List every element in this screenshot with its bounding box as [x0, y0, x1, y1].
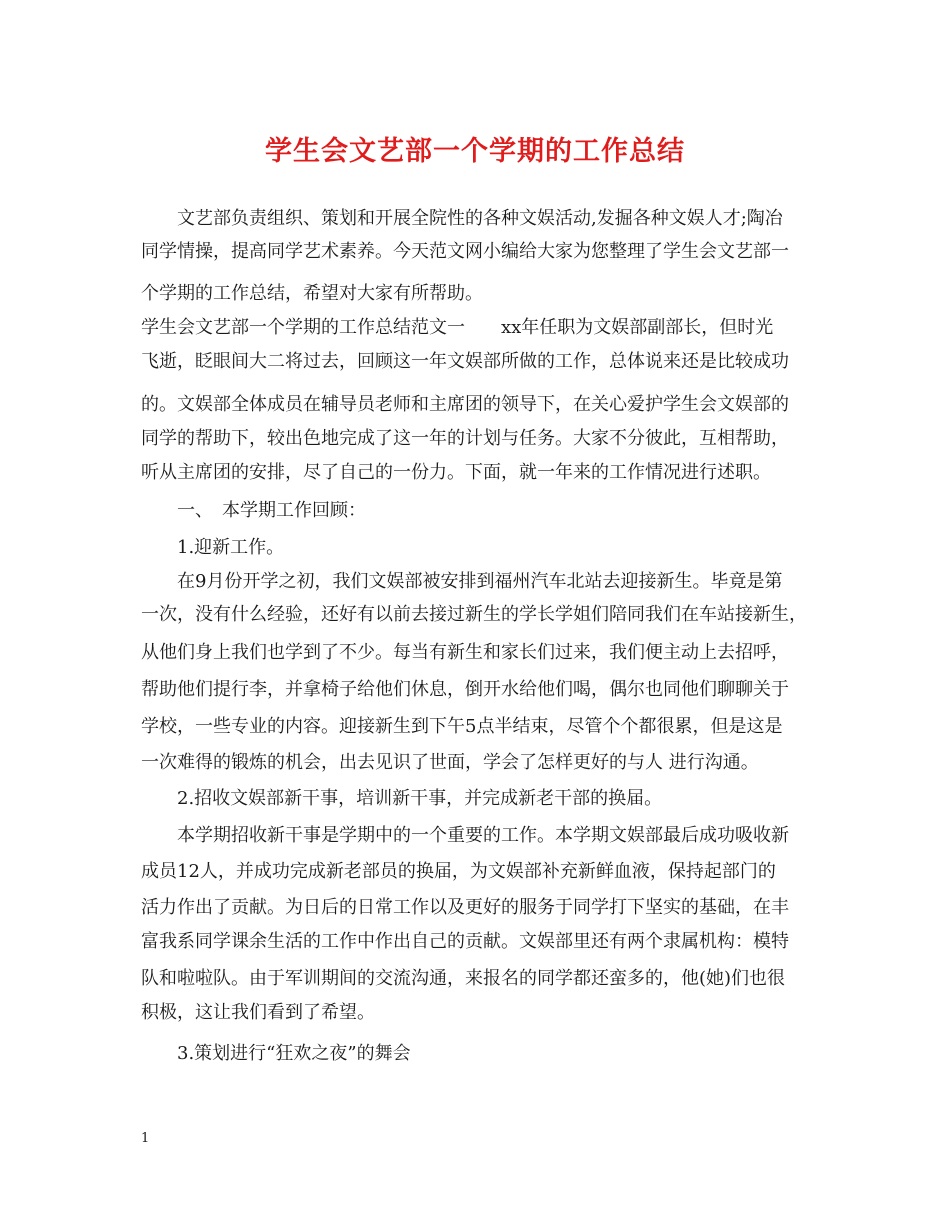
text-line: 成员12人，并成功完成新老部员的换届，为文娱部补充新鲜血液，保持起部门的 [141, 861, 776, 882]
text-line: 文艺部负责组织、策划和开展全院性的各种文娱活动,发掘各种文娱人才;陶冶 [177, 208, 783, 229]
text-line: 一次难得的锻炼的机会，出去见识了世面，学会了怎样更好的与人 进行沟通。 [141, 752, 759, 773]
text-line: 富我系同学课余生活的工作中作出自己的贡献。文娱部里还有两个隶属机构：模特 [141, 931, 789, 952]
text-line: 学生会文艺部一个学期的工作总结范文一 xx年任职为文娱部副部长，但时光 [141, 317, 774, 338]
text-line: 从他们身上我们也学到了不少。每当有新生和家长们过来，我们便主动上去招呼， [141, 642, 789, 663]
text-line: 活力作出了贡献。为日后的日常工作以及更好的服务于同学打下坚实的基础，在丰 [141, 897, 789, 918]
text-line: 的。文娱部全体成员在辅导员老师和主席团的领导下，在关心爱护学生会文娱部的 [141, 394, 789, 415]
text-line: 在9月份开学之初，我们文娱部被安排到福州汽车北站去迎接新生。毕竟是第 [177, 571, 783, 592]
section-heading: 一、 本学期工作回顾： [177, 500, 366, 521]
subsection-heading: 2.招收文娱部新干事，培训新干事，并完成新老干部的换届。 [177, 788, 663, 809]
text-line: 同学情操，提高同学艺术素养。今天范文网小编给大家为您整理了学生会文艺部一 [141, 241, 789, 262]
text-line: 听从主席团的安排，尽了自己的一份力。下面，就一年来的工作情况进行述职。 [141, 462, 771, 483]
document-title: 学生会文艺部一个学期的工作总结 [265, 136, 685, 167]
text-line: 飞逝，眨眼间大二将过去，回顾这一年文娱部所做的工作，总体说来还是比较成功 [141, 351, 789, 372]
text-line: 个学期的工作总结，希望对大家有所帮助。 [141, 283, 483, 304]
text-line: 同学的帮助下，较出色地完成了这一年的计划与任务。大家不分彼此，互相帮助， [141, 428, 789, 449]
text-line: 帮助他们提行李，并拿椅子给他们休息，倒开水给他们喝，偶尔也同他们聊聊关于 [141, 679, 789, 700]
text-line: 队和啦啦队。由于军训期间的交流沟通，来报名的同学都还蛮多的，他(她)们也很 [141, 968, 786, 989]
subsection-heading: 3.策划进行“狂欢之夜”的舞会 [177, 1043, 411, 1064]
subsection-heading: 1.迎新工作。 [177, 537, 285, 558]
text-line: 积极，这让我们看到了希望。 [141, 1002, 375, 1023]
text-line: 一次，没有什么经验，还好有以前去接过新生的学长学姐们陪同我们在车站接新生， [141, 604, 807, 625]
text-line: 本学期招收新干事是学期中的一个重要的工作。本学期文娱部最后成功吸收新 [177, 825, 789, 846]
text-line: 学校，一些专业的内容。迎接新生到下午5点半结束，尽管个个都很累，但是这是 [141, 716, 783, 737]
page-number: 1 [141, 1131, 150, 1146]
